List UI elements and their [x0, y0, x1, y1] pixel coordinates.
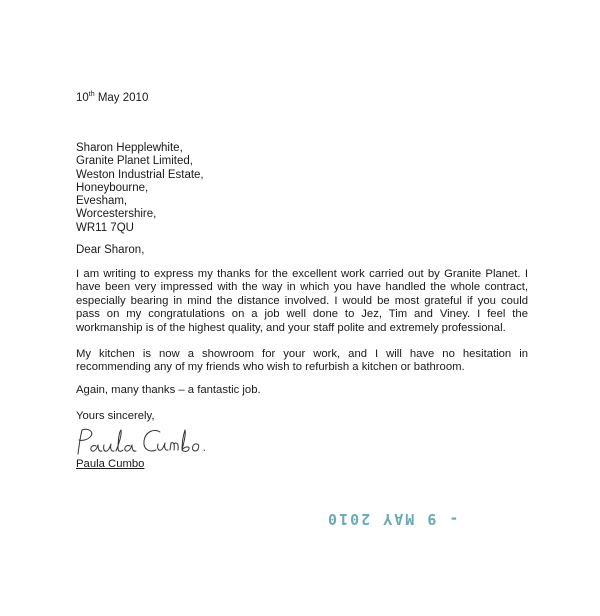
address-line: Worcestershire,	[76, 208, 157, 221]
closing-line: Yours sincerely,	[76, 410, 155, 422]
recipient-address	[76, 142, 204, 235]
body-paragraph-showroom: My kitchen is now a showroom for your work, and I will have no hesitation in recommending any of my friends who wish to refurbish a kitchen or bathroom.	[76, 348, 528, 374]
date-suffix: th	[88, 91, 95, 99]
date-day: 10	[76, 92, 89, 104]
date-month-year: May 2010	[94, 92, 149, 104]
body-paragraph-closing-thanks: Again, many thanks – a fantastic job.	[76, 384, 261, 396]
signer-name: Paula Cumbo	[76, 458, 145, 470]
body-paragraph-thanks: I am writing to express my thanks for the excellent work carried out by Granite Planet. I have been very impressed with the way in which you have handled the whole contract, especially bearing in mind the distance involved. I would be most grateful if you could pass on my congratulations on a job well done to Jez, Tim and Viney. I feel the workmanship is of the highest quality, and your staff polite and extremely professional.	[76, 268, 528, 334]
address-line: Evesham,	[76, 195, 128, 208]
salutation: Dear Sharon,	[76, 244, 145, 256]
address-line: Sharon Hepplewhite,	[76, 142, 183, 154]
address-line: Granite Planet Limited,	[76, 155, 193, 168]
letter-date	[76, 92, 148, 104]
address-line: Honeybourne,	[76, 181, 149, 194]
received-date-stamp: - 9 MAY 2010	[326, 510, 459, 528]
address-line: WR11 7QU	[76, 221, 134, 234]
address-line: Weston Industrial Estate,	[76, 168, 204, 181]
handwritten-signature	[70, 424, 220, 460]
